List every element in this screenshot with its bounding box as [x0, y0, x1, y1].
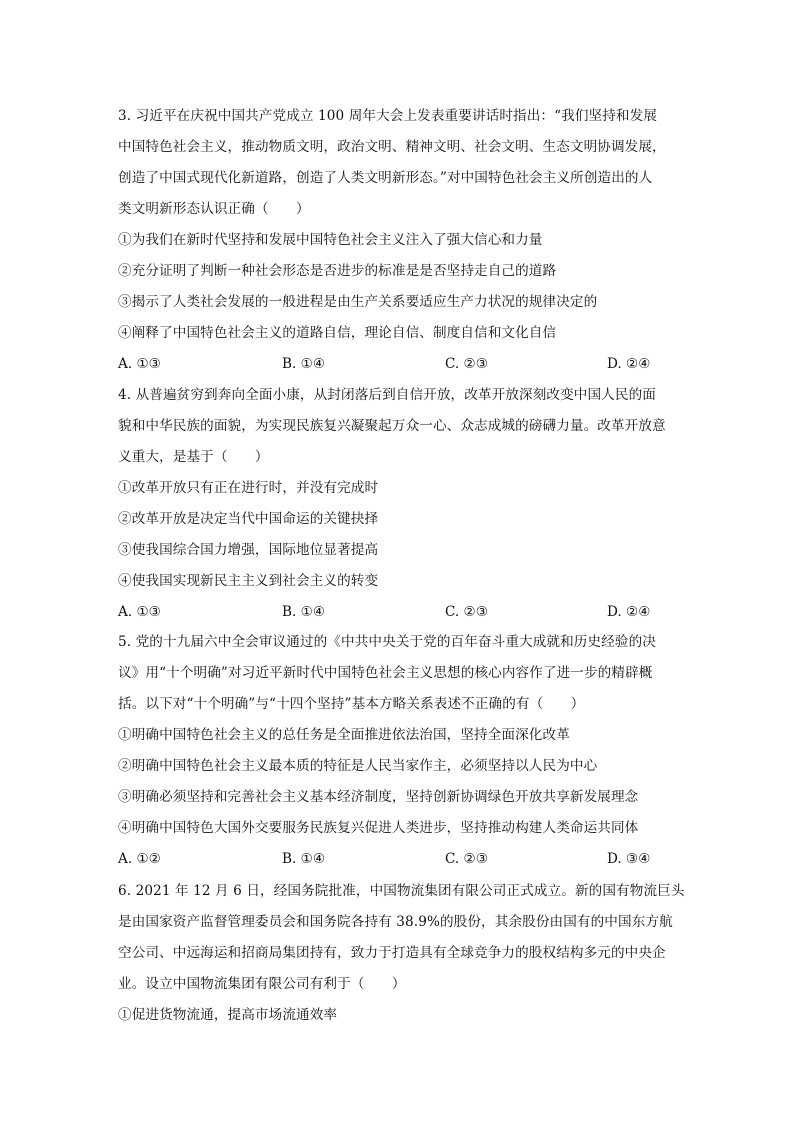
- question-stem-line: 创造了中国式现代化新道路，创造了人类文明新形态。”对中国特色社会主义所创造出的人: [118, 170, 653, 186]
- question-stem-line: 貌和中华民族的面貌，为实现民族复兴凝聚起万众一心、众志成城的磅礴力量。改革开放意: [118, 418, 666, 434]
- answer-options: [118, 597, 678, 628]
- option-a[interactable]: A. ①②: [118, 851, 161, 867]
- question-stem-line: 括。以下对“十个明确”与“十四个坚持”基本方略关系表述不正确的有（ ）: [118, 696, 585, 712]
- question-stem-line: 类文明新形态认识正确（ ）: [118, 201, 310, 217]
- statement-2: ②改革开放是决定当代中国命运的关键抉择: [118, 511, 379, 527]
- option-a[interactable]: A. ①③: [118, 356, 161, 372]
- question-stem-line: 6. 2021 年 12 月 6 日，经国务院批准，中国物流集团有限公司正式成立。新的国有物流巨头: [118, 883, 685, 899]
- question-4: [118, 380, 678, 628]
- option-a[interactable]: A. ①③: [118, 604, 161, 620]
- option-b[interactable]: B. ①④: [282, 851, 326, 867]
- option-c[interactable]: C. ②③: [445, 356, 488, 372]
- option-c[interactable]: C. ②③: [445, 851, 488, 867]
- statement-2: ②充分证明了判断一种社会形态是否进步的标准是是否坚持走自己的道路: [118, 263, 557, 279]
- statement-1: ①改革开放只有正在进行时，并没有完成时: [118, 480, 379, 496]
- question-stem-line: 4. 从普遍贫穷到奔向全面小康，从封闭落后到自信开放，改革开放深刻改变中国人民的面: [118, 387, 656, 403]
- option-b[interactable]: B. ①④: [282, 604, 326, 620]
- option-c[interactable]: C. ②③: [445, 604, 488, 620]
- question-stem-line: 空公司、中远海运和招商局集团持有，致力于打造具有全球竞争力的股权结构多元的中央企: [118, 945, 666, 961]
- option-d[interactable]: D. ②④: [607, 356, 651, 372]
- question-stem-line: 议》用“十个明确”对习近平新时代中国特色社会主义思想的核心内容作了进一步的精辟概: [118, 665, 653, 681]
- statement-3: ③揭示了人类社会发展的一般进程是由生产关系要适应生产力状况的规律决定的: [118, 294, 598, 310]
- question-3: [118, 101, 678, 380]
- answer-options: [118, 844, 678, 875]
- statement-2: ②明确中国特色社会主义最本质的特征是人民当家作主，必须坚持以人民为中心: [118, 758, 598, 774]
- question-5: [118, 627, 678, 875]
- question-stem-line: 业。设立中国物流集团有限公司有利于（ ）: [118, 976, 406, 992]
- question-stem-line: 5. 党的十九届六中全会审议通过的《中共中央关于党的百年奋斗重大成就和历史经验的决: [118, 634, 656, 650]
- option-d[interactable]: D. ②④: [607, 604, 651, 620]
- statement-4: ④使我国实现新民主主义到社会主义的转变: [118, 573, 379, 589]
- answer-options: [118, 349, 678, 380]
- question-stem-line: 义重大，是基于（ ）: [118, 449, 269, 465]
- statement-4: ④明确中国特色大国外交要服务民族复兴促进人类进步，坚持推动构建人类命运共同体: [118, 820, 639, 836]
- statement-3: ③明确必须坚持和完善社会主义基本经济制度，坚持创新协调绿色开放共享新发展理念: [118, 789, 639, 805]
- statement-1: ①为我们在新时代坚持和发展中国特色社会主义注入了强大信心和力量: [118, 232, 543, 248]
- statement-1: ①明确中国特色社会主义的总任务是全面推进依法治国，坚持全面深化改革: [118, 727, 570, 743]
- statement-1: ①促进货物流通，提高市场流通效率: [118, 1007, 338, 1023]
- statement-4: ④阐释了中国特色社会主义的道路自信，理论自信、制度自信和文化自信: [118, 325, 557, 341]
- question-stem-line: 3. 习近平在庆祝中国共产党成立 100 周年大会上发表重要讲话时指出：“我们坚持和发展: [118, 108, 658, 124]
- question-stem-line: 中国特色社会主义，推动物质文明，政治文明、精神文明、社会文明、生态文明协调发展，: [118, 139, 666, 155]
- option-d[interactable]: D. ③④: [607, 851, 651, 867]
- option-b[interactable]: B. ①④: [282, 356, 326, 372]
- question-stem-line: 是由国家资产监督管理委员会和国务院各持有 38.9%的股份，其余股份由国有的中国东方航: [118, 914, 673, 930]
- question-6: [118, 876, 685, 1031]
- statement-3: ③使我国综合国力增强，国际地位显著提高: [118, 542, 379, 558]
